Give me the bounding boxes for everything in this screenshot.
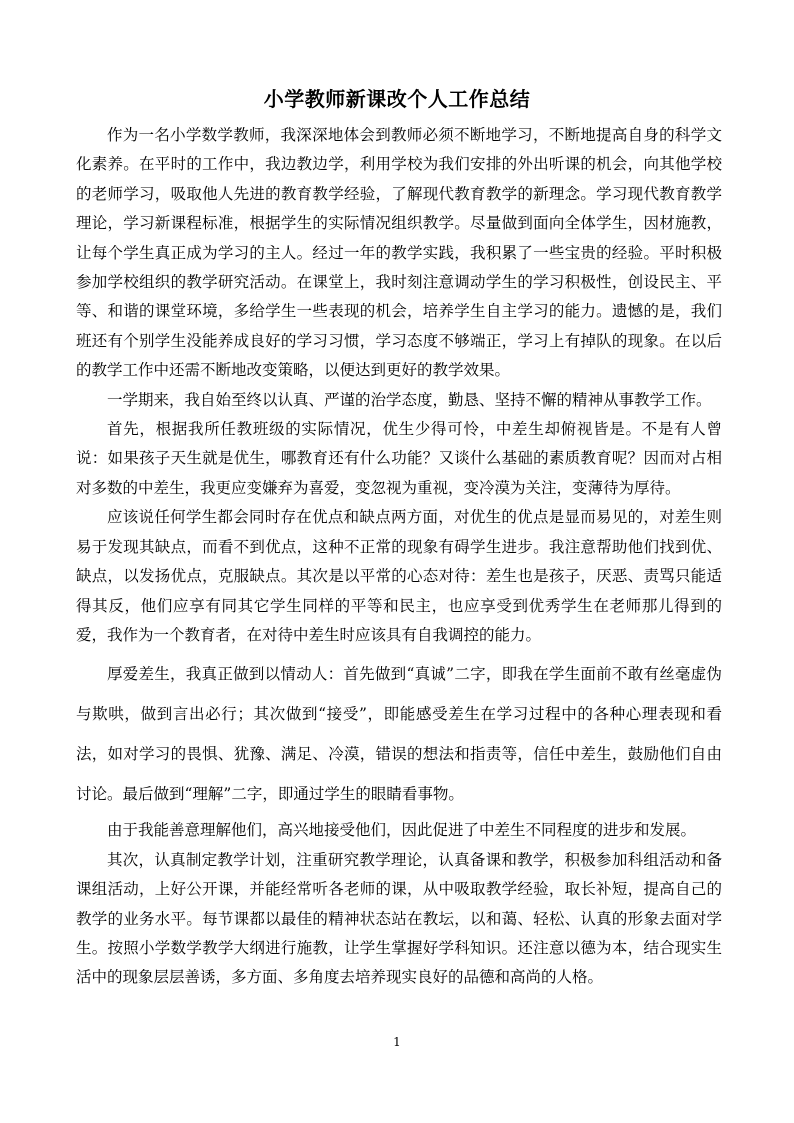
page-number: 1: [393, 1035, 401, 1049]
document-body: [76, 121, 722, 993]
paragraph: 厚爱差生，我真正做到以情动人：首先做到“真诚”二字，即我在学生面前不敢有丝毫虚伪与欺哄，做到言出必行；其次做到“接受”，即能感受差生在学习过程中的各种心理表现和看法，如对学习的畏惧、犹豫、满足、冷漠，错误的想法和指责等，信任中差生，鼓励他们自由讨论。最后做到“理解”二字，即通过学生的眼睛看事物。: [76, 665, 722, 804]
paragraph: 首先，根据我所任教班级的实际情况，优生少得可怜，中差生却俯视皆是。不是有人曾说：如果孩子天生就是优生，哪教育还有什么功能？又谈什么基础的素质教育呢？因而对占相对多数的中差生，我更应变嫌弃为喜爱，变忽视为重视，变冷漠为关注，变薄待为厚待。: [76, 420, 722, 497]
paragraph: 一学期来，我自始至终以认真、严谨的治学态度，勤恳、坚持不懈的精神从事教学工作。: [107, 390, 712, 409]
paragraph: 其次，认真制定教学计划，注重研究教学理论，认真备课和教学，积极参加科组活动和备课组活动，上好公开课，并能经常听各老师的课，从中吸取教学经验，取长补短，提高自己的教学的业务水平。每节课都以最佳的精神状态站在教坛，以和蔼、轻松、认真的形象去面对学生。按照小学数学教学大纲进行施教，让学生掌握好学科知识。还注意以德为本，结合现实生活中的现象层层善诱，多方面、多角度去培养现实良好的品德和高尚的人格。: [76, 850, 722, 987]
page-title: 小学教师新课改个人工作总结: [263, 87, 531, 111]
paragraph: 作为一名小学数学教师，我深深地体会到教师必须不断地学习，不断地提高自身的科学文化素养。在平时的工作中，我边教边学，利用学校为我们安排的外出听课的机会，向其他学校的老师学习，吸取他人先进的教育教学经验，了解现代教育教学的新理念。学习现代教育教学理论，学习新课程标准，根据学生的实际情况组织教学。尽量做到面向全体学生，因材施教，让每个学生真正成为学习的主人。经过一年的教学实践，我积累了一些宝贵的经验。平时积极参加学校组织的教学研究活动。在课堂上，我时刻注意调动学生的学习积极性，创设民主、平等、和谐的课堂环境，多给学生一些表现的机会，培养学生自主学习的能力。遗憾的是，我们班还有个别学生没能养成良好的学习习惯，学习态度不够端正，学习上有掉队的现象。在以后的教学工作中还需不断地改变策略，以便达到更好的教学效果。: [76, 126, 722, 380]
paragraph: 由于我能善意理解他们，高兴地接受他们，因此促进了中差生不同程度的进步和发展。: [107, 821, 697, 840]
paragraph: 应该说任何学生都会同时存在优点和缺点两方面，对优生的优点是显而易见的，对差生则易于发现其缺点，而看不到优点，这种不正常的现象有碍学生进步。我注意帮助他们找到优、缺点，以发扬优点，克服缺点。其次是以平常的心态对待：差生也是孩子，厌恶、责骂只能适得其反，他们应享有同其它学生同样的平等和民主，也应享受到优秀学生在老师那儿得到的爱，我作为一个教育者，在对待中差生时应该具有自我调控的能力。: [76, 508, 722, 644]
